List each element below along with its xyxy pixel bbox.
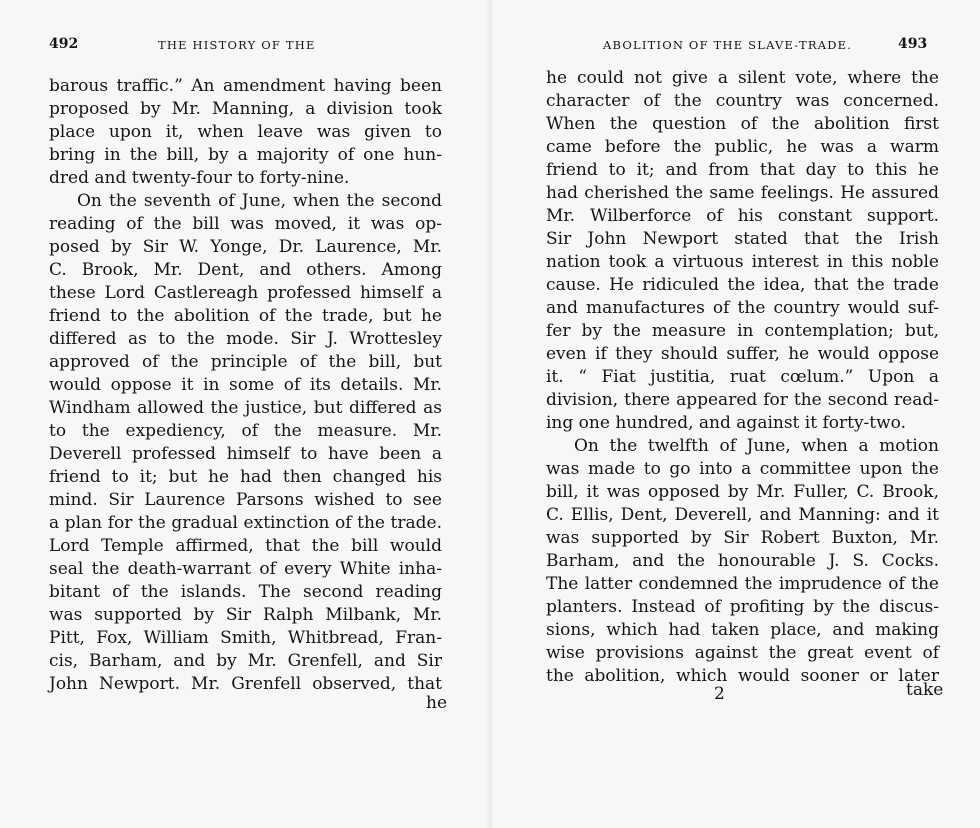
text-line: bring in the bill, by a majority of one hun- (49, 145, 442, 165)
right-page (490, 0, 980, 828)
text-line: Mr. Wilberforce of his constant support. (546, 206, 939, 226)
right-catchword: take (906, 680, 944, 700)
text-line: barous traffic.” An amendment having been (49, 76, 442, 96)
text-line: was supported by Sir Ralph Milbank, Mr. (49, 605, 442, 625)
right-page-number: 493 (898, 36, 928, 52)
text-line: a plan for the gradual extinction of the trade. (49, 513, 442, 533)
text-line: John Newport. Mr. Grenfell observed, that (49, 674, 442, 694)
signature-mark: 2 (714, 684, 725, 704)
text-line: Pitt, Fox, William Smith, Whitbread, Fran- (49, 628, 442, 648)
text-line: Windham allowed the justice, but differed as (49, 398, 442, 418)
left-running-head: THE HISTORY OF THE (158, 38, 316, 52)
text-line: dred and twenty-four to forty-nine. (49, 168, 350, 188)
text-line: bill, it was opposed by Mr. Fuller, C. Brook, (546, 482, 939, 502)
text-line: and manufactures of the country would suf- (546, 298, 939, 318)
text-line: Deverell professed himself to have been a (49, 444, 442, 464)
text-line: would oppose it in some of its details. Mr. (49, 375, 442, 395)
text-line: to the expediency, of the measure. Mr. (49, 421, 442, 441)
text-line: proposed by Mr. Manning, a division took (49, 99, 442, 119)
text-line: posed by Sir W. Yonge, Dr. Laurence, Mr. (49, 237, 442, 257)
text-line: Barham, and the honourable J. S. Cocks. (546, 551, 939, 571)
left-page-text (49, 75, 442, 696)
text-line: wise provisions against the great event of (546, 643, 939, 663)
text-line: friend to it; and from that day to this he (546, 160, 939, 180)
text-line: even if they should suffer, he would oppose (546, 344, 939, 364)
text-line: cause. He ridiculed the idea, that the trade (546, 275, 939, 295)
text-line: bitant of the islands. The second reading (49, 582, 442, 602)
text-line: reading of the bill was moved, it was op- (49, 214, 442, 234)
text-line: was supported by Sir Robert Buxton, Mr. (546, 528, 939, 548)
text-line: friend to the abolition of the trade, but he (49, 306, 442, 326)
text-line: division, there appeared for the second read- (546, 390, 939, 410)
text-line: nation took a virtuous interest in this noble (546, 252, 939, 272)
text-line: mind. Sir Laurence Parsons wished to see (49, 490, 442, 510)
text-line: The latter condemned the imprudence of the (546, 574, 939, 594)
text-line: these Lord Castlereagh professed himself a (49, 283, 442, 303)
text-line: C. Ellis, Dent, Deverell, and Manning: and it (546, 505, 939, 525)
text-line: On the twelfth of June, when a motion (574, 436, 939, 456)
right-running-head: ABOLITION OF THE SLAVE-TRADE. (603, 38, 853, 52)
right-page-text (546, 67, 939, 688)
text-line: it. “ Fiat justitia, ruat cœlum.” Upon a (546, 367, 939, 387)
text-line: Lord Temple affirmed, that the bill would (49, 536, 442, 556)
left-catchword: he (426, 693, 448, 713)
text-line: cis, Barham, and by Mr. Grenfell, and Sir (49, 651, 442, 671)
text-line: fer by the measure in contemplation; but, (546, 321, 939, 341)
text-line: was made to go into a committee upon the (546, 459, 939, 479)
text-line: differed as to the mode. Sir J. Wrottesley (49, 329, 442, 349)
text-line: had cherished the same feelings. He assured (546, 183, 939, 203)
text-line: character of the country was concerned. (546, 91, 939, 111)
left-page-number: 492 (49, 36, 79, 52)
text-line: Sir John Newport stated that the Irish (546, 229, 939, 249)
text-line: approved of the principle of the bill, but (49, 352, 442, 372)
text-line: ing one hundred, and against it forty-two. (546, 413, 907, 433)
text-line: sions, which had taken place, and making (546, 620, 939, 640)
text-line: When the question of the abolition first (546, 114, 939, 134)
text-line: seal the death-warrant of every White inha- (49, 559, 442, 579)
text-line: planters. Instead of profiting by the discus- (546, 597, 939, 617)
text-line: came before the public, he was a warm (546, 137, 939, 157)
text-line: friend to it; but he had then changed his (49, 467, 442, 487)
text-line: On the seventh of June, when the second (77, 191, 442, 211)
text-line: the abolition, which would sooner or later (546, 666, 939, 686)
text-line: he could not give a silent vote, where the (546, 68, 939, 88)
text-line: C. Brook, Mr. Dent, and others. Among (49, 260, 442, 280)
text-line: place upon it, when leave was given to (49, 122, 442, 142)
